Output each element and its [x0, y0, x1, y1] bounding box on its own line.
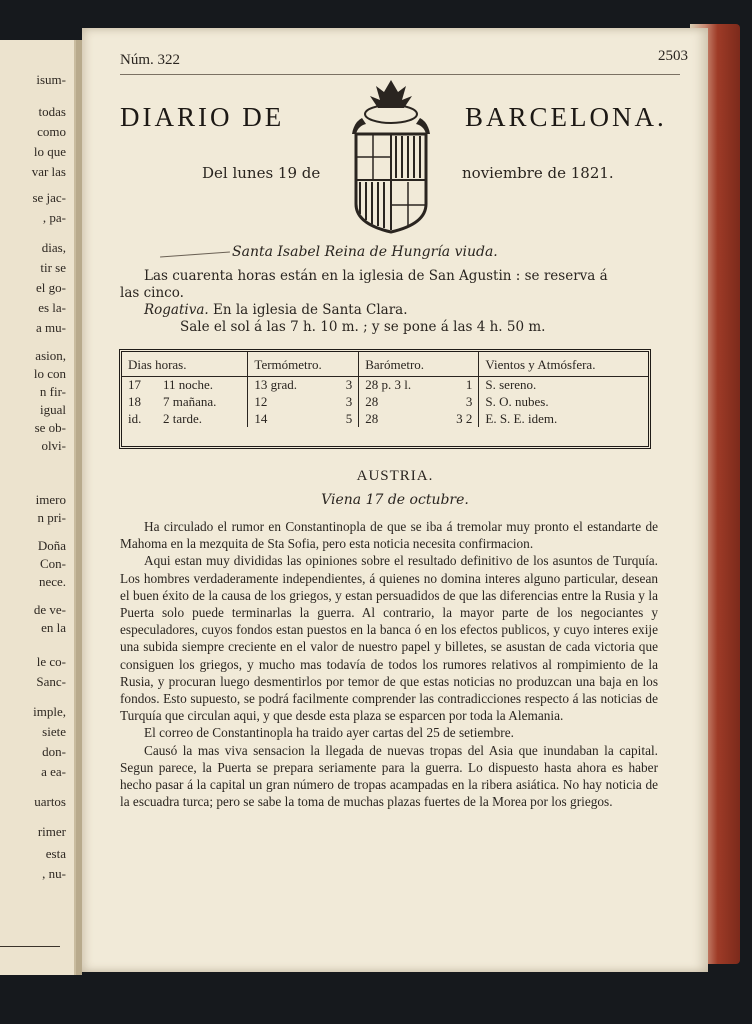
previous-page-line: asion, [35, 348, 66, 363]
newspaper-page [82, 28, 708, 972]
sunrise-sunset: Sale el sol á las 7 h. 10 m. ; y se pone á las 4 h. 50 m. [180, 319, 546, 335]
previous-page-line: se ob- [34, 420, 66, 435]
previous-page-line: lo con [33, 366, 66, 381]
previous-page-line: a mu- [36, 320, 66, 335]
header-days-hours: Dias horas. [122, 352, 248, 376]
issue-number: Núm. 322 [120, 52, 180, 68]
article-body [120, 518, 658, 810]
previous-page-line: n pri- [37, 510, 66, 525]
previous-page-line: se jac- [32, 190, 66, 205]
section-title: AUSTRIA. [356, 468, 434, 484]
masthead-title-right: BARCELONA. [465, 102, 667, 132]
weather-barometer: 28 [365, 410, 379, 426]
weather-thermometer-fraction: 3 [330, 393, 358, 410]
rogativa-text: En la iglesia de Santa Clara. [213, 302, 408, 318]
previous-page-line: el go- [36, 280, 66, 295]
previous-page-line: , nu- [42, 866, 66, 881]
page-number: 2503 [658, 48, 688, 64]
issue-date-left: Del lunes 19 de [202, 164, 321, 182]
previous-page-line: esta [45, 846, 66, 861]
previous-page-line: rimer [37, 824, 66, 839]
weather-barometer-fraction: 3 2 [439, 410, 479, 427]
weather-time: 11 noche. [157, 376, 248, 393]
previous-page-line: de ve- [33, 602, 66, 617]
previous-page-line: Con- [40, 556, 66, 571]
weather-wind: S. sereno. [485, 376, 537, 392]
weather-table [119, 349, 651, 449]
weather-day: 17 [128, 376, 141, 392]
forty-hours-notice: Las cuarenta horas están en la iglesia de San Agustin : se reserva á [144, 268, 608, 284]
section-dateline: Viena 17 de octubre. [321, 492, 469, 508]
weather-barometer: 28 p. 3 l. [365, 376, 412, 392]
weather-row [122, 393, 648, 410]
rogativa-label: Rogativa. [144, 302, 209, 318]
forty-hours-notice-cont: las cinco. [120, 285, 184, 301]
previous-page-line: , pa- [42, 210, 66, 225]
masthead-title-left: DIARIO DE [120, 102, 285, 132]
previous-page-line: Doña [37, 538, 66, 553]
previous-page-line: imero [35, 492, 66, 507]
weather-thermometer: 13 grad. [254, 376, 298, 392]
previous-page-line: igual [40, 402, 66, 417]
weather-thermometer-fraction: 5 [330, 410, 358, 427]
article-paragraph: Causó la mas viva sensacion la llegada de nuevas tropas del Asia que inundaban la capital. Segun parece, la Puerta se prepara seriamente para la guerra. Lo dispuesto hasta ahora es haber hecho pasar á la capital un gran número de tropas acampadas en la ribera asiática. No hay noticia de la escuadra turca; pero se sabe la toma de muchas plazas fuertes de la Morea por los griegos. [120, 742, 658, 810]
weather-day: id. [128, 410, 142, 426]
weather-barometer-fraction: 3 [439, 393, 479, 410]
article-paragraph: Aqui estan muy divididas las opiniones sobre el resultado definitivo de los asuntos de Turquía. Los hombres verdaderamente independientes, á quienes no domina interes alguno particular, desean el buen éxito de la causa de los griegos, y estan persuadidos de que las diferencias entre la Rusia y la Puerta solo puede terminarlas la guerra. Al contrario, la mayor parte de los negociantes y especuladores, cuyos fondos estan puestos en la banca ó en los efectos publicos, y cuyo interes exije una subida siempre creciente en el valor de nuestro papel y billetes, se asustan de cada victoria que consiguen los griegos, y mucho mas todavía de todos los rumores relativos al rompimiento de la Rusia, y procuran luego desmentirlos por temor de que estas noticias no produzcan una baja en los fondos. Esto supuesto, se podrá facilmente comprender las contradicciones respecto á las noticias de Turquía que circulan aqui, y que desde esta plaza se esparcen por toda la Alemania. [120, 553, 658, 724]
saint-flourish [160, 252, 230, 258]
previous-page-line: don- [42, 744, 66, 759]
weather-barometer-fraction: 1 [439, 376, 479, 393]
rogativa-notice [144, 302, 408, 319]
previous-page-line: dias, [41, 240, 66, 255]
article-paragraph: Ha circulado el rumor en Constantinopla de que se iba á tremolar muy pronto el estandarte de Mahoma en la mezquita de Sta Sofia, pero esta noticia necesita confirmacion. [120, 519, 658, 552]
previous-page-line: lo que [33, 144, 66, 159]
weather-thermometer-fraction: 3 [330, 376, 358, 393]
previous-page-line: siete [42, 724, 66, 739]
header-barometer: Barómetro. [359, 352, 479, 376]
previous-page-line: como [37, 124, 66, 139]
weather-thermometer: 14 [254, 410, 268, 426]
weather-barometer: 28 [365, 393, 379, 409]
weather-time: 2 tarde. [157, 410, 248, 427]
previous-page-line: le co- [36, 654, 66, 669]
barcelona-coat-of-arms-icon [334, 74, 448, 236]
previous-page-line: n fir- [39, 384, 66, 399]
previous-page-line: todas [38, 104, 66, 119]
previous-page-line: nece. [38, 574, 66, 589]
previous-page-line: Sanc- [36, 674, 66, 689]
previous-page-line: olvi- [41, 438, 66, 453]
previous-page-line: imple, [33, 704, 66, 719]
header-winds: Vientos y Atmósfera. [479, 352, 648, 376]
weather-wind: S. O. nubes. [485, 393, 549, 409]
previous-page [0, 40, 76, 975]
saint-of-the-day: Santa Isabel Reina de Hungría viuda. [232, 244, 498, 260]
previous-page-line: var las [31, 164, 66, 179]
weather-table-header [122, 352, 648, 376]
weather-thermometer: 12 [254, 393, 268, 409]
weather-row [122, 376, 648, 393]
article-paragraph: El correo de Constantinopla ha traido ayer cartas del 25 de setiembre. [144, 725, 514, 741]
weather-wind: E. S. E. idem. [485, 410, 558, 426]
weather-time: 7 mañana. [157, 393, 248, 410]
previous-page-rule [0, 946, 60, 947]
previous-page-line: a ea- [41, 764, 66, 779]
previous-page-line: isum- [36, 72, 66, 87]
header-thermometer: Termómetro. [248, 352, 359, 376]
weather-row [122, 410, 648, 427]
previous-page-line: tir se [40, 260, 66, 275]
previous-page-line: uartos [34, 794, 66, 809]
issue-date-right: noviembre de 1821. [462, 164, 614, 182]
previous-page-line: en la [41, 620, 66, 635]
previous-page-line: es la- [38, 300, 66, 315]
weather-day: 18 [128, 393, 141, 409]
